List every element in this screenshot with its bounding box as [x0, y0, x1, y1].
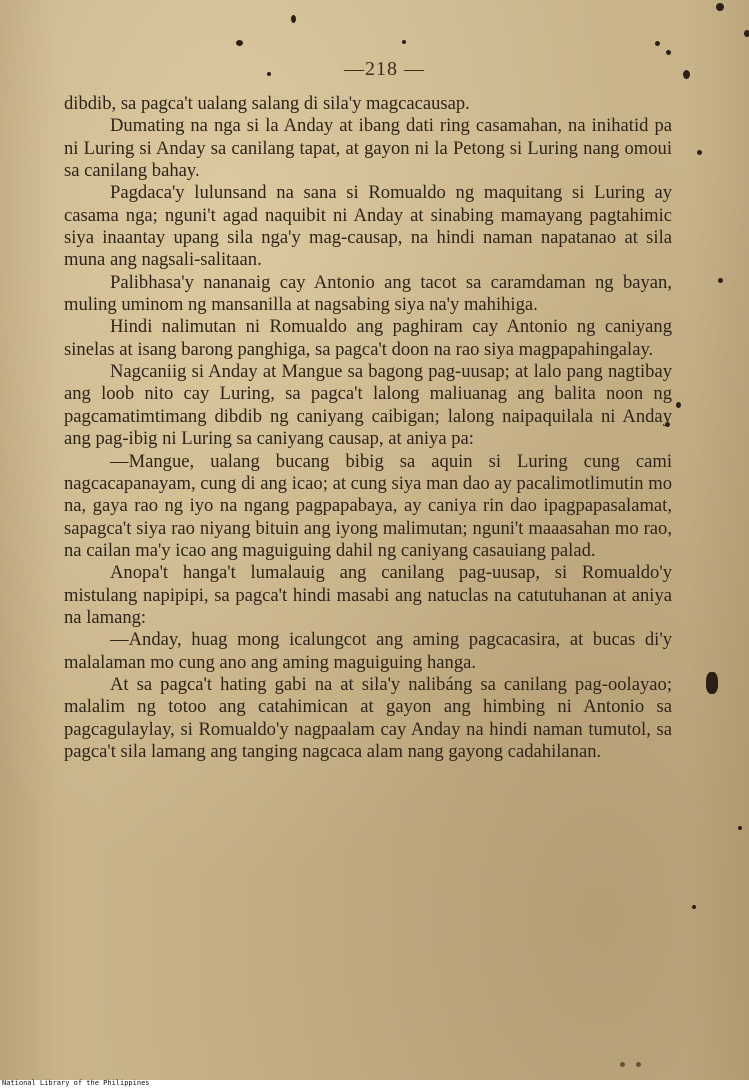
ink-speck — [676, 402, 681, 408]
ink-speck — [620, 1062, 625, 1067]
ink-speck — [636, 1062, 641, 1067]
ink-speck — [738, 826, 742, 830]
body-text — [64, 93, 672, 763]
paragraph: Nagcaniig si Anday at Mangue sa bagong pag-uusap; at lalo pang nagtibay ang loob nito cay Luring, sa pagca't lalong maliuanag ang balita noon ng pagcamatimtimang dibdib ng caniyang caibigan; lalong naipaquilala ni Anday ang pag-ibig ni Luring sa caniyang causap, at aniya pa: — [64, 361, 672, 450]
ink-speck — [718, 278, 723, 283]
paragraph: Hindi nalimutan ni Romualdo ang paghiram cay Antonio ng caniyang sinelas at isang barong panghiga, sa pagca't doon na rao siya magpapahingalay. — [64, 316, 672, 360]
paragraph: Palibhasa'y nananaig cay Antonio ang tacot sa caramdaman ng bayan, muling uminom ng mansanilla at nagsabing siya na'y mahihiga. — [64, 271, 672, 316]
paragraph: dibdib, sa pagca't ualang salang di sila'y magcacausap. — [64, 93, 470, 114]
paragraph: Dumating na nga si la Anday at ibang dati ring casamahan, na inihatid pa ni Luring si Anday sa canilang tapat, at gayon ni la Petong si Luring nang omoui sa canilang bahay. — [64, 115, 672, 182]
ink-speck — [706, 672, 718, 694]
dialog-paragraph: —Mangue, ualang bucang bibig sa aquin si Luring cung cami nagcacapanayam, cung di ang icao; at cung siya man dao ay pacalimotlimutin mo na, gaya rao ng iyo na ngang pagpapabaya, ay caniya rin dao ipagpapasalamat, sapagca't siya rao niyang bituin ang iyong malimutan; nguni't maaasahan mo rao, na cailan ma'y icao ang maguiguing dahil ng caniyang casauiang palad. — [64, 450, 672, 561]
ink-speck — [655, 41, 660, 46]
paragraph: At sa pagca't hating gabi na at sila'y nalibáng sa canilang pag-oolayao; malalim ng totoo ang catahimican at gayon ang himbing ni Antonio sa pagcagulaylay, si Romualdo'y nagpaalam cay Anday na hindi naman tumutol, sa pagca't sila lamang ang tanging nagcaca alam nang gayong cadahilanan. — [64, 673, 672, 762]
dialog-paragraph: —Anday, huag mong icalungcot ang aming pagcacasira, at bucas di'y malalaman mo cung ano ang aming maguiguing hanga. — [64, 629, 672, 673]
page-number: —218 — — [344, 58, 425, 80]
ink-speck — [402, 40, 406, 44]
ink-speck — [666, 50, 671, 55]
ink-speck — [716, 3, 724, 11]
paragraph: Anopa't hanga't lumalauig ang canilang pag-uusap, si Romualdo'y mistulang napipipi, sa pagca't hindi masabi ang natuclas na catutuhanan at aniya na lamang: — [64, 562, 672, 628]
ink-speck — [692, 905, 696, 909]
ink-speck — [236, 40, 243, 46]
paragraph: Pagdaca'y lulunsand na sana si Romualdo ng maquitang si Luring ay casama nga; nguni't agad naquibit ni Anday at sinabing mamayang pagtahimic siya inaantay upang sila nga'y mag-causap, na hindi naman napatanao at sila muna ang nagsali-salitaan. — [64, 182, 672, 271]
ink-speck — [744, 30, 749, 37]
library-credit: National Library of the Philippines — [2, 1079, 150, 1087]
ink-speck — [697, 150, 702, 155]
ink-speck — [291, 15, 296, 23]
